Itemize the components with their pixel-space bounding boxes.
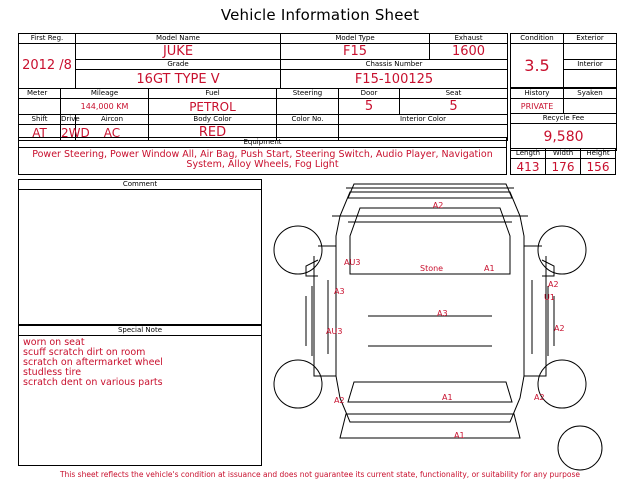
fuel-value: PETROL [149,99,277,115]
special-note-label: Special Note [19,326,261,336]
damage-code: Stone [420,264,444,273]
model-name-value: JUKE [76,44,281,60]
special-note-line: scratch dent on various parts [23,377,163,388]
right-side-panel [524,246,546,376]
length-label: Length [511,149,546,159]
damage-code: A2 [432,201,444,210]
rear-right-wheel [538,360,586,408]
shift-label: Shift [19,115,61,125]
drive-value: 2WD [61,125,90,140]
special-note-box [18,325,262,466]
exhaust-label: Exhaust [430,34,508,44]
body-color-value: RED [149,125,277,141]
aircon-value: AC [76,125,149,141]
history-label: History [511,89,564,99]
history-table [510,88,617,151]
damage-code: A1 [442,393,453,402]
damage-code: A1 [454,431,465,440]
recycle-value: 9,580 [511,124,617,151]
length-value: 413 [511,159,546,175]
chassis-label: Chassis Number [281,60,508,70]
equipment-text: Power Steering, Power Window All, Air Bag, Push Start, Steering Switch, Audio Player, Navigation System, Alloy Wheels, Fog Light [19,148,507,175]
recycle-label: Recycle Fee [511,114,617,124]
model-type-value: F15 [281,44,430,60]
shift-value: AT [19,125,61,141]
model-type-label: Model Type [281,34,430,44]
damage-code: A2 [554,324,565,333]
special-note-line: scuff scratch dirt on room [23,347,146,358]
special-note-line: scratch on aftermarket wheel [23,357,163,368]
front-left-wheel [274,226,322,274]
damage-code: A1 [484,264,495,273]
equipment-table [18,137,507,175]
steering-label: Steering [277,89,339,99]
aircon-label: Aircon [76,115,149,125]
damage-code: AU3 [326,327,343,336]
disclaimer-footer: This sheet reflects the vehicle's condition at issuance and does not guarantee its current state, functionality, or suitability for any purpose [59,470,581,479]
vehicle-info-table [18,33,508,89]
height-label: Height [581,149,616,159]
mileage-label: Mileage [61,89,149,99]
rear-window-outline [348,382,512,402]
special-note-text [19,336,261,390]
comment-text [19,190,261,194]
grade-value: 16GT TYPE V [76,70,281,89]
damage-code: A2 [334,396,345,405]
history-value: PRIVATE [511,99,564,114]
sheet-title: Vehicle Information Sheet [220,6,420,24]
interior-color-label: Interior Color [339,115,508,125]
car-roof-outline [336,192,524,422]
damage-code: A2 [534,393,545,402]
exterior-label: Exterior [564,34,617,44]
door-label: Door [339,89,400,99]
damage-code: A3 [437,309,448,318]
width-value: 176 [546,159,581,175]
rear-bumper [340,414,520,438]
car-diagram [262,176,622,468]
height-value: 156 [581,159,616,175]
door-value: 5 [339,99,400,115]
front-right-wheel [538,226,586,274]
mileage-value: 144,000 KM [61,99,149,115]
width-label: Width [546,149,581,159]
exhaust-value: 1600 [430,44,508,60]
special-note-line: studless tire [23,367,82,378]
special-note-line: worn on seat [23,337,85,348]
comment-label: Comment [19,180,261,190]
first-reg-value: 2012 /8 [19,44,76,89]
equipment-label: Equipment [19,138,507,148]
damage-code: AU3 [344,258,361,267]
dimensions-table [510,148,616,175]
chassis-value: F15-100125 [281,70,508,89]
left-side-panel [314,246,336,376]
drive-label: Drive [61,115,80,123]
fuel-label: Fuel [149,89,277,99]
grade-label: Grade [76,60,281,70]
first-reg-label: First Reg. [19,34,76,44]
damage-code: A3 [334,287,345,296]
model-name-label: Model Name [76,34,281,44]
color-no-label: Color No. [277,115,339,125]
rear-left-wheel [274,360,322,408]
spare-wheel [558,426,602,470]
damage-code: U1 [544,293,555,302]
condition-table [510,33,617,88]
interior-label: Interior [564,60,617,70]
comment-box [18,179,262,325]
condition-label: Condition [511,34,564,44]
condition-value: 3.5 [511,44,564,88]
meter-label: Meter [19,89,61,99]
syaken-label: Syaken [564,89,617,99]
damage-code: A2 [548,280,559,289]
seat-value: 5 [400,99,508,115]
body-color-label: Body Color [149,115,277,125]
damage-codes [326,201,565,440]
front-bumper [348,184,512,198]
vehicle-detail-table [18,88,508,141]
seat-label: Seat [400,89,508,99]
